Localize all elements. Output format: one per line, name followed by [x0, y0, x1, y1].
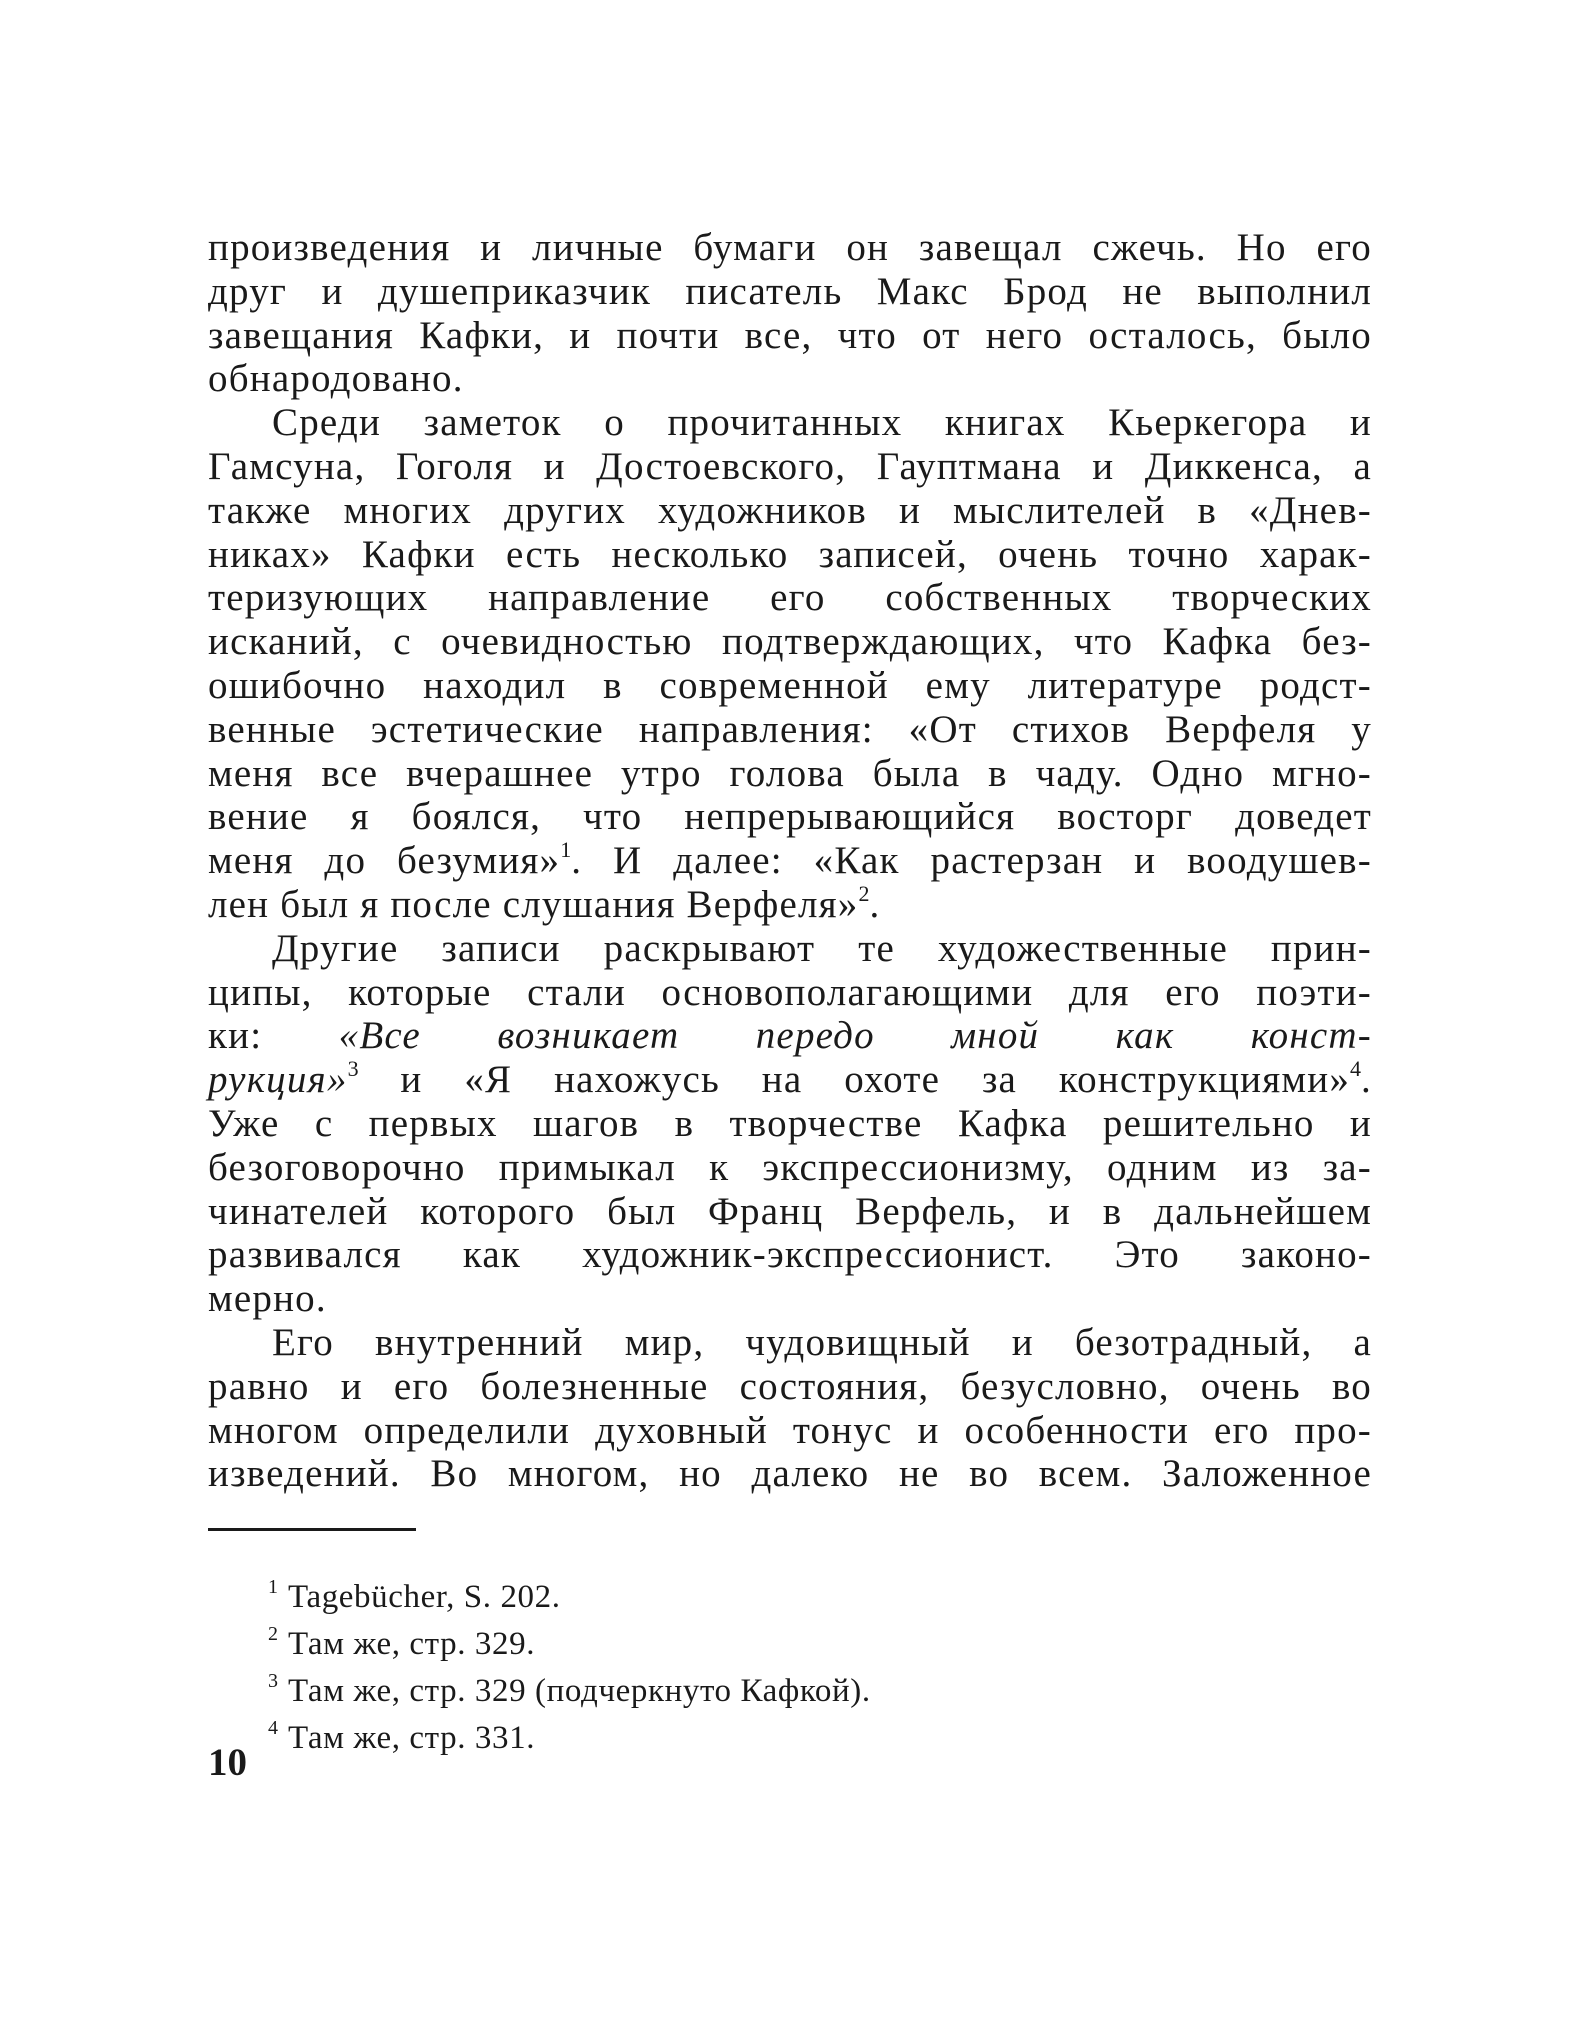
text-line: безоговорочно примыкал к экспрессионизму, одним из за-: [208, 1145, 1372, 1189]
text-fragment: . И далее: «Как растерзан и воодушев-: [571, 839, 1372, 883]
footnote-mark: 4: [1350, 1056, 1362, 1082]
text-line: вение я боялся, что непрерывающийся восторг доведет: [208, 795, 1372, 839]
footnote-text: Там же, стр. 329 (подчеркнуто Кафкой).: [288, 1673, 871, 1709]
paragraph: [208, 927, 1372, 1321]
footnote-number: 4: [268, 1717, 278, 1739]
italic-quote: рукция»: [208, 1058, 348, 1102]
footnote-text: Tagebücher, S. 202.: [288, 1579, 561, 1615]
footnote-separator: [208, 1528, 416, 1531]
text-fragment: и «Я нахожусь на охоте за конструкциями»: [358, 1058, 1351, 1102]
text-line: произведения и личные бумаги он завещал сжечь. Но его: [208, 226, 1372, 269]
text-line: развивался как художник-экспрессионист. Это законо-: [208, 1233, 1372, 1277]
footnotes: [268, 1569, 871, 1757]
text-line: изведений. Во многом, но далеко не во всем. Заложенное: [208, 1452, 1372, 1496]
footnote-mark: 3: [347, 1056, 359, 1082]
text-line: также многих других художников и мыслителей в «Днев-: [208, 488, 1372, 532]
text-line: ципы, которые стали основополагающими для его поэти-: [208, 970, 1372, 1014]
text-line: меня все вчерашнее утро голова была в чаду. Одно мгно-: [208, 751, 1372, 795]
text-line: друг и душеприказчик писатель Макс Брод не выполнил: [208, 269, 1372, 313]
footnote-mark: 1: [560, 837, 572, 863]
paragraph: [208, 401, 1372, 927]
italic-quote: «Все возникает передо мной как конст-: [338, 1014, 1372, 1058]
paragraph: [208, 1321, 1372, 1496]
footnote-number: 3: [268, 1670, 278, 1692]
text-line: [208, 1058, 1372, 1102]
text-fragment: лен был я после слушания Верфеля»: [208, 882, 859, 926]
footnote-text: Там же, стр. 331.: [288, 1720, 536, 1756]
footnote-item: [268, 1616, 871, 1663]
text-line: теризующих направление его собственных творческих: [208, 576, 1372, 620]
text-line: чинателей которого был Франц Верфель, и в дальнейшем: [208, 1189, 1372, 1233]
text-line: [208, 1014, 1372, 1058]
text-line: Уже с первых шагов в творчестве Кафка решительно и: [208, 1101, 1372, 1145]
footnote-item: [268, 1663, 871, 1710]
footnote-text: Там же, стр. 329.: [288, 1626, 536, 1662]
text-line: многом определили духовный тонус и особенности его про-: [208, 1408, 1372, 1452]
text-line: Гамсуна, Гоголя и Достоевского, Гауптмана и Диккенса, а: [208, 444, 1372, 488]
text-line: Его внутренний мир, чудовищный и безотрадный, а: [272, 1320, 1372, 1364]
footnote-item: [268, 1710, 871, 1757]
text-fragment: .: [869, 882, 881, 926]
text-line: ошибочно находил в современной ему литературе родст-: [208, 663, 1372, 707]
page-number: 10: [208, 1741, 247, 1784]
text-line: мерно.: [208, 1277, 327, 1321]
text-fragment: .: [1361, 1058, 1372, 1102]
body-text: [208, 226, 1372, 1496]
footnote-mark: 2: [858, 880, 870, 906]
text-fragment: ки:: [208, 1014, 339, 1058]
text-line: никах» Кафки есть несколько записей, очень точно харак-: [208, 532, 1372, 576]
text-line: Среди заметок о прочитанных книгах Кьеркегора и: [272, 401, 1372, 445]
text-line: обнародовано.: [208, 357, 464, 401]
text-line: равно и его болезненные состояния, безусловно, очень во: [208, 1364, 1372, 1408]
text-line: венные эстетические направления: «От стихов Верфеля у: [208, 707, 1372, 751]
text-line: [208, 839, 1372, 883]
text-line: [208, 880, 1372, 927]
text-line: Другие записи раскрывают те художественные прин-: [272, 926, 1372, 970]
text-line: завещания Кафки, и почти все, что от него осталось, было: [208, 313, 1372, 357]
text-fragment: меня до безумия»: [208, 839, 561, 883]
text-line: исканий, с очевидностью подтверждающих, что Кафка без-: [208, 620, 1372, 664]
footnote-number: 2: [268, 1623, 278, 1645]
footnote-number: 1: [268, 1576, 278, 1598]
footnote-item: [268, 1569, 871, 1616]
paragraph: [208, 226, 1372, 401]
